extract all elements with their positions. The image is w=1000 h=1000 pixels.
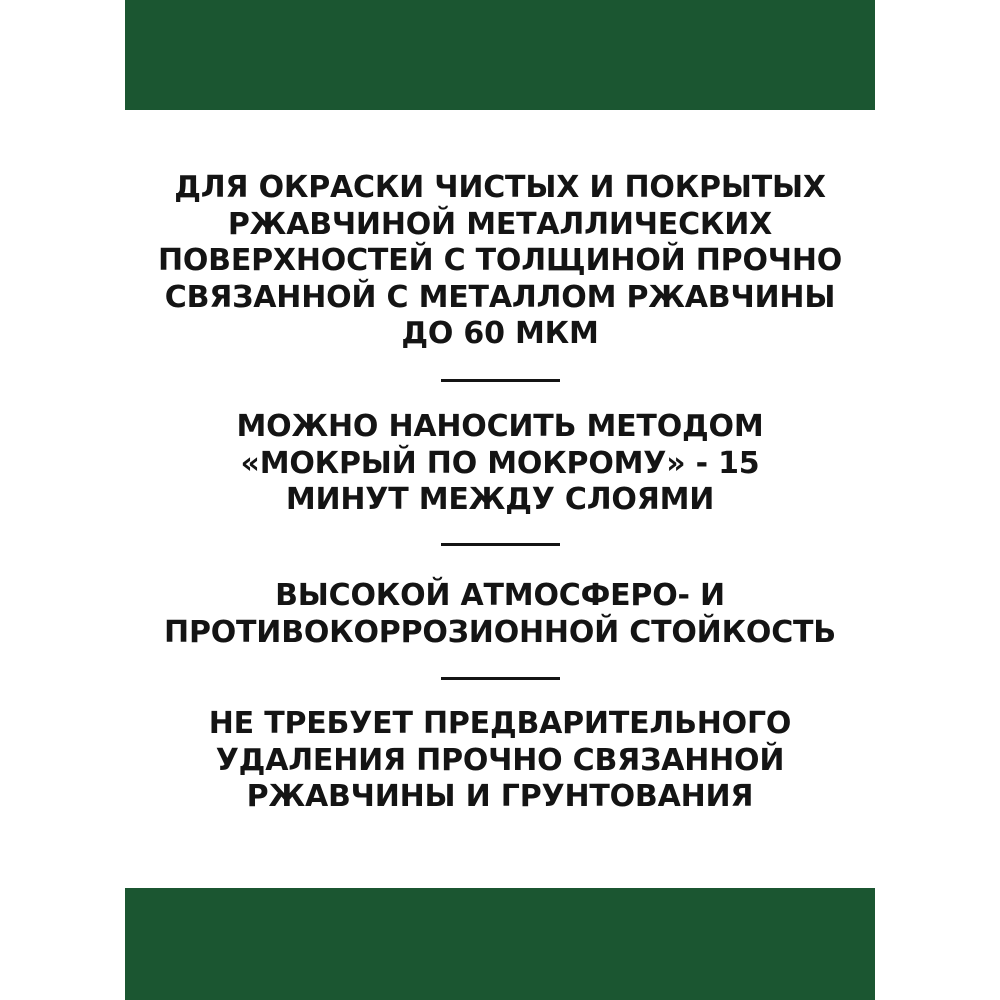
- bottom-green-band: [125, 888, 875, 1000]
- feature-line: ПОВЕРХНОСТЕЙ С ТОЛЩИНОЙ ПРОЧНО: [157, 243, 843, 278]
- feature-line: МОЖНО НАНОСИТЬ МЕТОДОМ: [236, 409, 764, 444]
- feature-line: РЖАВЧИНОЙ МЕТАЛЛИЧЕСКИХ: [227, 206, 773, 242]
- feature-block-surface-types: [125, 170, 875, 353]
- feature-line: ДО 60 МКМ: [401, 316, 599, 351]
- feature-block-no-priming: [125, 706, 875, 816]
- feature-block-wet-on-wet: [125, 409, 875, 519]
- feature-line: СВЯЗАННОЙ С МЕТАЛЛОМ РЖАВЧИНЫ: [164, 279, 836, 315]
- section-divider: [441, 379, 560, 382]
- feature-line: МИНУТ МЕЖДУ СЛОЯМИ: [285, 482, 715, 517]
- feature-line: ВЫСОКОЙ АТМОСФЕРО- И: [275, 578, 725, 613]
- feature-line: УДАЛЕНИЯ ПРОЧНО СВЯЗАННОЙ: [215, 742, 785, 778]
- feature-block-resistance: [125, 578, 875, 651]
- feature-line: «МОКРЫЙ ПО МОКРОМУ» - 15: [240, 445, 760, 481]
- top-green-band: [125, 0, 875, 110]
- feature-line: НЕ ТРЕБУЕТ ПРЕДВАРИТЕЛЬНОГО: [208, 706, 792, 741]
- section-divider: [441, 543, 560, 546]
- feature-line: РЖАВЧИНЫ И ГРУНТОВАНИЯ: [246, 779, 754, 814]
- section-divider: [441, 677, 560, 680]
- feature-line: ДЛЯ ОКРАСКИ ЧИСТЫХ И ПОКРЫТЫХ: [174, 170, 826, 205]
- feature-line: ПРОТИВОКОРРОЗИОННОЙ СТОЙКОСТЬ: [164, 614, 836, 650]
